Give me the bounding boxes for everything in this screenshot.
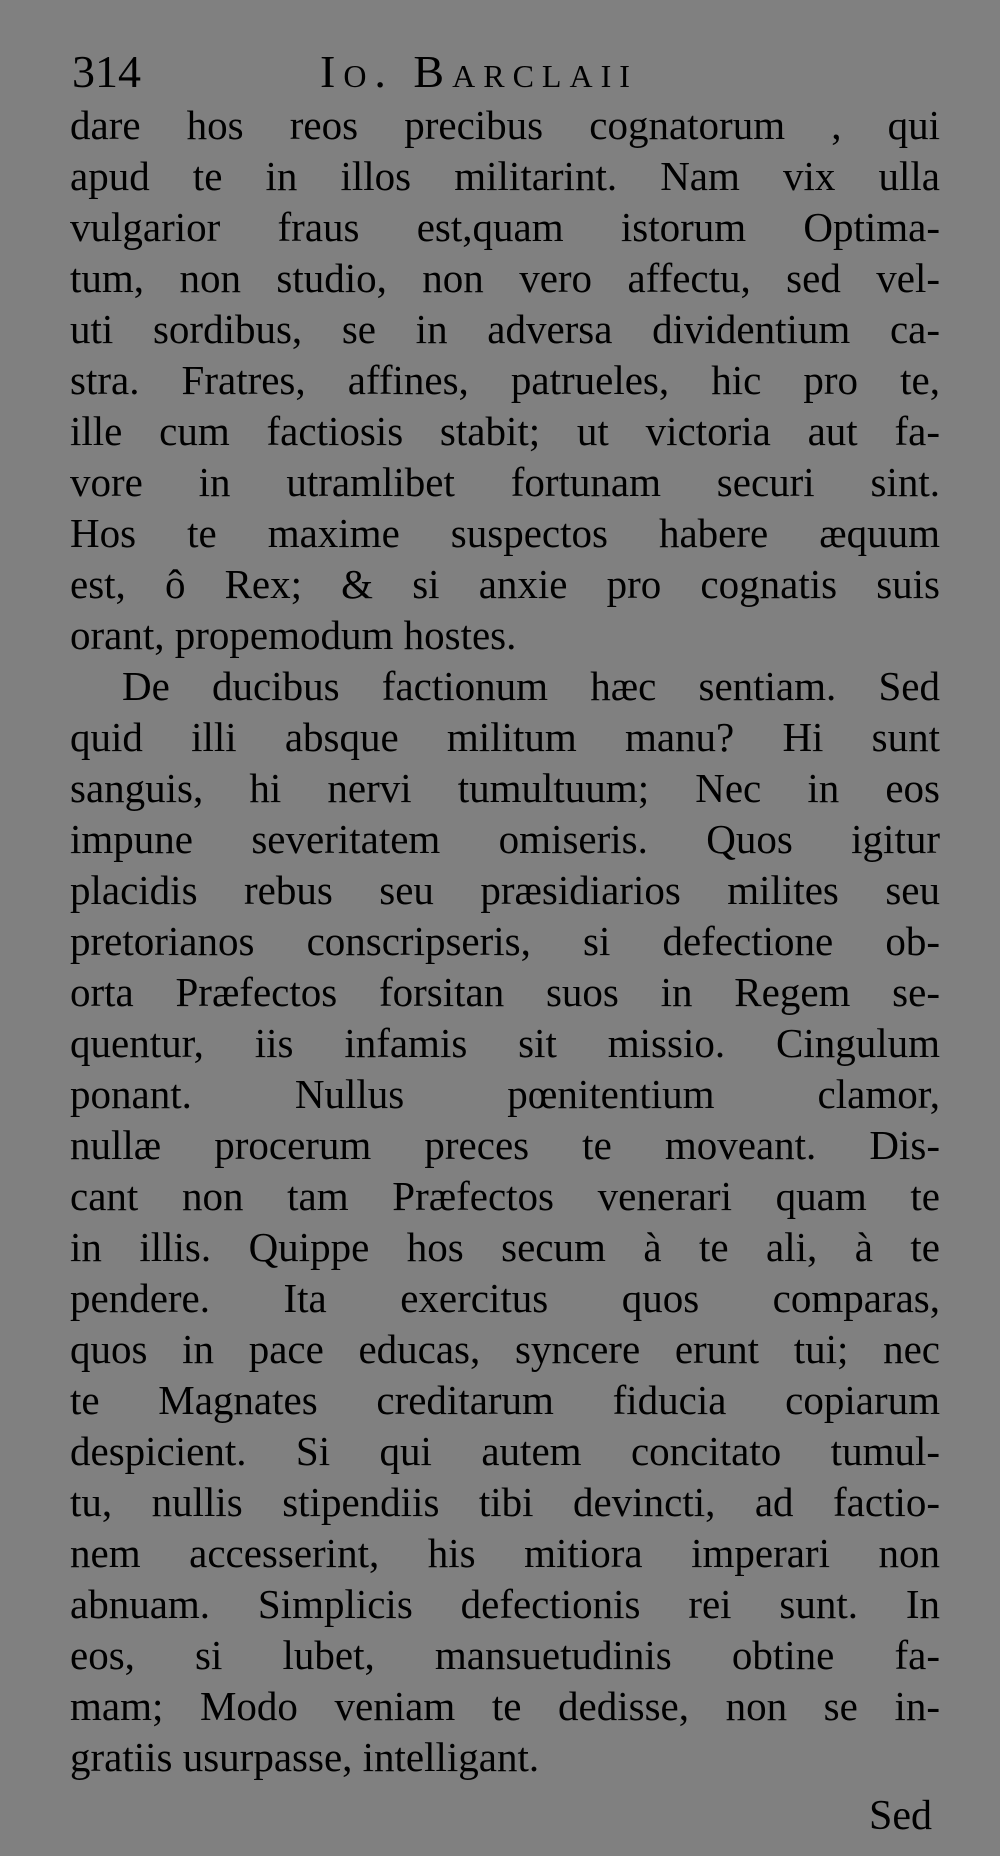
text-line: despicient. Si qui autem concitato tumul- (70, 1428, 940, 1474)
text-line: vore in utramlibet fortunam securi sint. (70, 459, 940, 505)
paragraph-end-line: orant, propemodum hostes. (70, 612, 517, 658)
page-header (72, 42, 932, 102)
text-line: orta Præfectos forsitan suos in Regem se- (70, 969, 940, 1015)
text-line: quid illi absque militum manu? Hi sunt (70, 714, 940, 760)
text-line: quentur, iis infamis sit missio. Cingulum (70, 1020, 940, 1066)
text-line: nem accesserint, his mitiora imperari non (70, 1530, 940, 1576)
paragraph-start-line: De ducibus factionum hæc sentiam. Sed (122, 663, 940, 709)
text-line: Hos te maxime suspectos habere æquum (70, 510, 940, 556)
text-line: abnuam. Simplicis defectionis rei sunt. In (70, 1581, 940, 1627)
text-line: te Magnates creditarum fiducia copiarum (70, 1377, 940, 1423)
text-line: tum, non studio, non vero affectu, sed vel- (70, 255, 940, 301)
text-line: stra. Fratres, affines, patrueles, hic pro te, (70, 357, 940, 403)
text-line: in illis. Quippe hos secum à te ali, à te (70, 1224, 940, 1270)
text-line: apud te in illos militarint. Nam vix ulla (70, 153, 940, 199)
text-line: tu, nullis stipendiis tibi devincti, ad factio- (70, 1479, 940, 1525)
text-line: nullæ procerum preces te moveant. Dis- (70, 1122, 940, 1168)
text-line: vulgarior fraus est,quam istorum Optima- (70, 204, 940, 250)
text-line: pretorianos conscripseris, si defectione ob- (70, 918, 940, 964)
text-line: sanguis, hi nervi tumultuum; Nec in eos (70, 765, 940, 811)
text-line: eos, si lubet, mansuetudinis obtine fa- (70, 1632, 940, 1678)
text-line: ille cum factiosis stabit; ut victoria aut fa- (70, 408, 940, 454)
text-line: mam; Modo veniam te dedisse, non se in- (70, 1683, 940, 1729)
catchword: Sed (869, 1793, 932, 1839)
text-line: pendere. Ita exercitus quos comparas, (70, 1275, 940, 1321)
text-line: impune severitatem omiseris. Quos igitur (70, 816, 940, 862)
text-line: cant non tam Præfectos venerari quam te (70, 1173, 940, 1219)
text-line: uti sordibus, se in adversa dividentium ca- (70, 306, 940, 352)
body-text (70, 100, 940, 1783)
text-line: placidis rebus seu præsidiarios milites seu (70, 867, 940, 913)
text-line: quos in pace educas, syncere erunt tui; nec (70, 1326, 940, 1372)
paragraph-end-line: gratiis usurpasse, intelligant. (70, 1734, 540, 1780)
text-line: ponant. Nullus pœnitentium clamor, (70, 1071, 940, 1117)
page-number: 314 (72, 46, 141, 97)
text-line: est, ô Rex; & si anxie pro cognatis suis (70, 561, 940, 607)
text-line: dare hos reos precibus cognatorum , qui (70, 102, 940, 148)
running-head: Io. Barclaii (320, 46, 638, 97)
